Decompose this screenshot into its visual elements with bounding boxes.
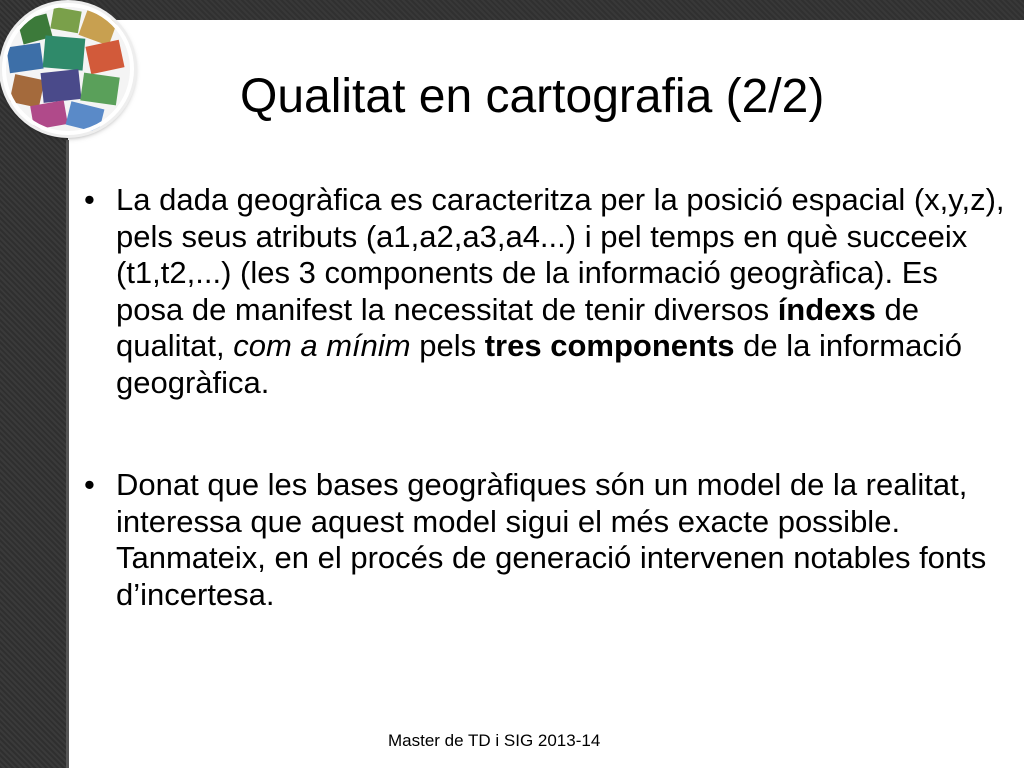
bullet-text: de la informació geogràfica. (116, 328, 962, 400)
italic-term: com a mínim (233, 328, 411, 363)
bullet-item (80, 182, 1010, 401)
bullet-text: de qualitat, (116, 291, 920, 363)
collage-logo-image (2, 3, 134, 135)
bullet-item (80, 467, 1010, 613)
bullet-text: pels (410, 328, 485, 363)
bullet-mark: • (84, 182, 95, 217)
slide-footer: Master de TD i SIG 2013-14 (388, 731, 601, 750)
bold-term-components: tres components (484, 328, 735, 363)
slide-title: Qualitat en cartografia (2/2) (240, 70, 825, 123)
bold-term-indexs: índexs (777, 291, 876, 327)
bullet-list (80, 182, 1010, 613)
left-frame-edge (66, 140, 69, 768)
bullet-text: La dada geogràfica es caracteritza per la posició espacial (x,y,z), pels seus atributs (a1,a2,a3,a4...) i pel temps en què succeeix (t1,t2,...) (les 3 components de la informació geogràfica). Es posa de manifest la necessitat de tenir diversos (116, 182, 1005, 327)
top-frame-bar (0, 0, 1024, 20)
bullet-text: Donat que les bases geogràfiques són un model de la realitat, interessa que aquest model sigui el més exacte possible. Tanmateix, en el procés de generació intervenen notables fonts d’incertesa. (116, 467, 987, 612)
bullet-mark: • (84, 467, 95, 502)
